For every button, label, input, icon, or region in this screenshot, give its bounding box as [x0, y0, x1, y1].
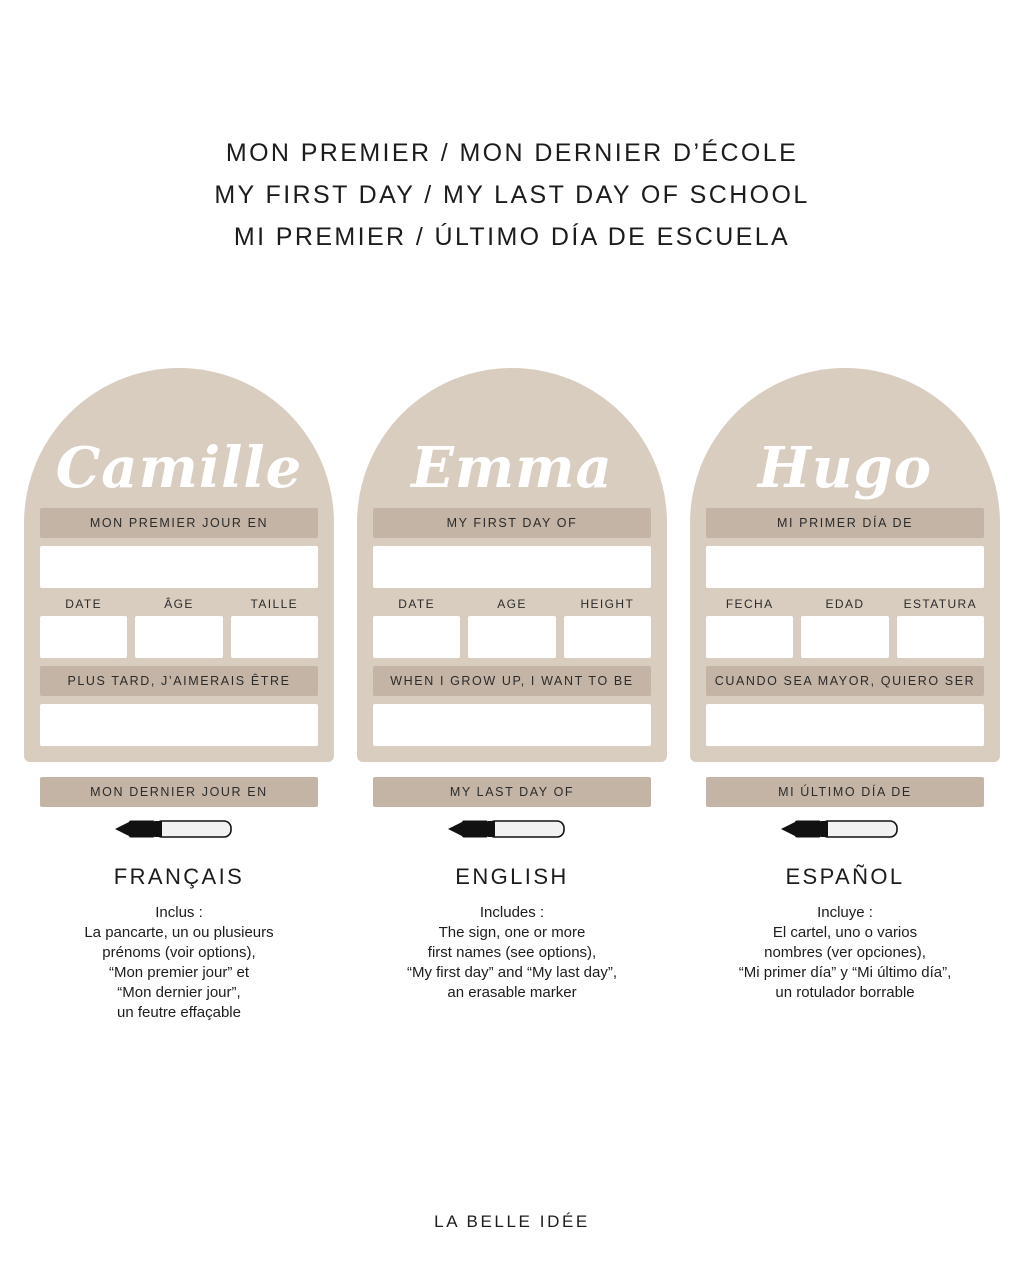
triple-label-row: [40, 597, 318, 611]
first-day-label-text: MI PRIMER DÍA DE: [776, 516, 914, 530]
label-age: AGE: [497, 597, 527, 611]
child-name-text: Camille: [55, 435, 303, 501]
sign-board: [357, 368, 667, 762]
sign-card-french: [24, 368, 334, 1023]
label-date: DATE: [65, 597, 103, 611]
grow-up-label-text: WHEN I GROW UP, I WANT TO BE: [390, 674, 634, 688]
last-day-label-text: MON DERNIER JOUR EN: [90, 785, 268, 799]
first-day-input[interactable]: [40, 546, 318, 588]
last-day-label-bar: [706, 777, 984, 807]
includes-line-3: “Mon premier jour” et: [108, 964, 250, 981]
date-input[interactable]: [373, 616, 460, 658]
sign-card-spanish: [690, 368, 1000, 1023]
grow-up-label-bar: [706, 666, 984, 696]
marker-pen-icon: [775, 816, 915, 842]
includes-line-4: “Mon dernier jour”,: [117, 984, 241, 1001]
height-input[interactable]: [897, 616, 984, 658]
grow-up-input[interactable]: [706, 704, 984, 746]
last-day-label-bar: [40, 777, 318, 807]
first-day-label-text: MY FIRST DAY OF: [446, 516, 578, 530]
child-name-text: Hugo: [757, 435, 933, 501]
includes-block: [695, 903, 995, 1003]
marker-pen-icon: [109, 816, 249, 842]
includes-line-3: “My first day” and “My last day”,: [406, 964, 618, 981]
age-input[interactable]: [801, 616, 888, 658]
height-input[interactable]: [231, 616, 318, 658]
child-name: [690, 368, 1000, 500]
includes-line-4: un rotulador borrable: [775, 984, 915, 1001]
sign-board: [24, 368, 334, 762]
age-input[interactable]: [468, 616, 555, 658]
sign-board: [690, 368, 1000, 762]
label-date: DATE: [398, 597, 436, 611]
first-day-input[interactable]: [373, 546, 651, 588]
includes-line-1: El cartel, uno o varios: [772, 924, 918, 941]
age-input[interactable]: [135, 616, 222, 658]
language-title: ESPAÑOL: [785, 864, 905, 889]
grow-up-label-text: CUANDO SEA MAYOR, QUIERO SER: [714, 674, 976, 688]
sign-cards-row: [0, 368, 1024, 1023]
includes-title: Includes :: [479, 904, 545, 921]
language-title: ENGLISH: [455, 864, 569, 889]
grow-up-label-bar: [373, 666, 651, 696]
header-line-es: MI PREMIER / ÚLTIMO DÍA DE ESCUELA: [233, 223, 791, 251]
brand-footer: LA BELLE IDÉE: [434, 1212, 590, 1231]
includes-title: Incluye :: [817, 904, 873, 921]
includes-line-2: nombres (ver opciones),: [764, 944, 926, 961]
includes-line-2: first names (see options),: [427, 944, 597, 961]
height-input[interactable]: [564, 616, 651, 658]
last-day-label-bar: [373, 777, 651, 807]
includes-line-3: “Mi primer día” y “Mi último día”,: [738, 964, 952, 981]
includes-line-2: prénoms (voir options),: [102, 944, 256, 961]
grow-up-input[interactable]: [373, 704, 651, 746]
includes-block: [362, 903, 662, 1003]
grow-up-input[interactable]: [40, 704, 318, 746]
includes-block: [29, 903, 329, 1023]
first-day-label-bar: [706, 508, 984, 538]
last-day-label-text: MY LAST DAY OF: [449, 785, 575, 799]
triple-label-row: [706, 597, 984, 611]
triple-field-row: [706, 616, 984, 658]
includes-line-4: an erasable marker: [447, 984, 577, 1001]
label-height: ESTATURA: [903, 597, 978, 611]
first-day-label-text: MON PREMIER JOUR EN: [89, 516, 269, 530]
triple-label-row: [373, 597, 651, 611]
first-day-label-bar: [373, 508, 651, 538]
triple-field-row: [373, 616, 651, 658]
first-day-input[interactable]: [706, 546, 984, 588]
label-age: EDAD: [825, 597, 865, 611]
first-day-label-bar: [40, 508, 318, 538]
includes-line-1: La pancarte, un ou plusieurs: [84, 924, 274, 941]
label-date: FECHA: [725, 597, 774, 611]
last-day-label-text: MI ÚLTIMO DÍA DE: [778, 785, 912, 799]
child-name: [357, 368, 667, 500]
page-header: [0, 132, 1024, 258]
child-name: [24, 368, 334, 500]
language-title: FRANÇAIS: [113, 864, 245, 889]
triple-field-row: [40, 616, 318, 658]
label-height: HEIGHT: [580, 597, 635, 611]
includes-line-5: un feutre effaçable: [117, 1004, 241, 1021]
label-height: TAILLE: [250, 597, 299, 611]
header-line-fr: MON PREMIER / MON DERNIER D’ÉCOLE: [225, 139, 799, 167]
sign-card-english: [357, 368, 667, 1023]
grow-up-label-bar: [40, 666, 318, 696]
grow-up-label-text: PLUS TARD, J’AIMERAIS ÊTRE: [67, 674, 291, 688]
includes-title: Inclus :: [155, 904, 203, 921]
date-input[interactable]: [40, 616, 127, 658]
label-age: ÂGE: [164, 597, 194, 611]
date-input[interactable]: [706, 616, 793, 658]
marker-pen-icon: [442, 816, 582, 842]
includes-line-1: The sign, one or more: [438, 924, 586, 941]
header-line-en: MY FIRST DAY / MY LAST DAY OF SCHOOL: [214, 181, 810, 209]
child-name-text: Emma: [411, 435, 613, 501]
